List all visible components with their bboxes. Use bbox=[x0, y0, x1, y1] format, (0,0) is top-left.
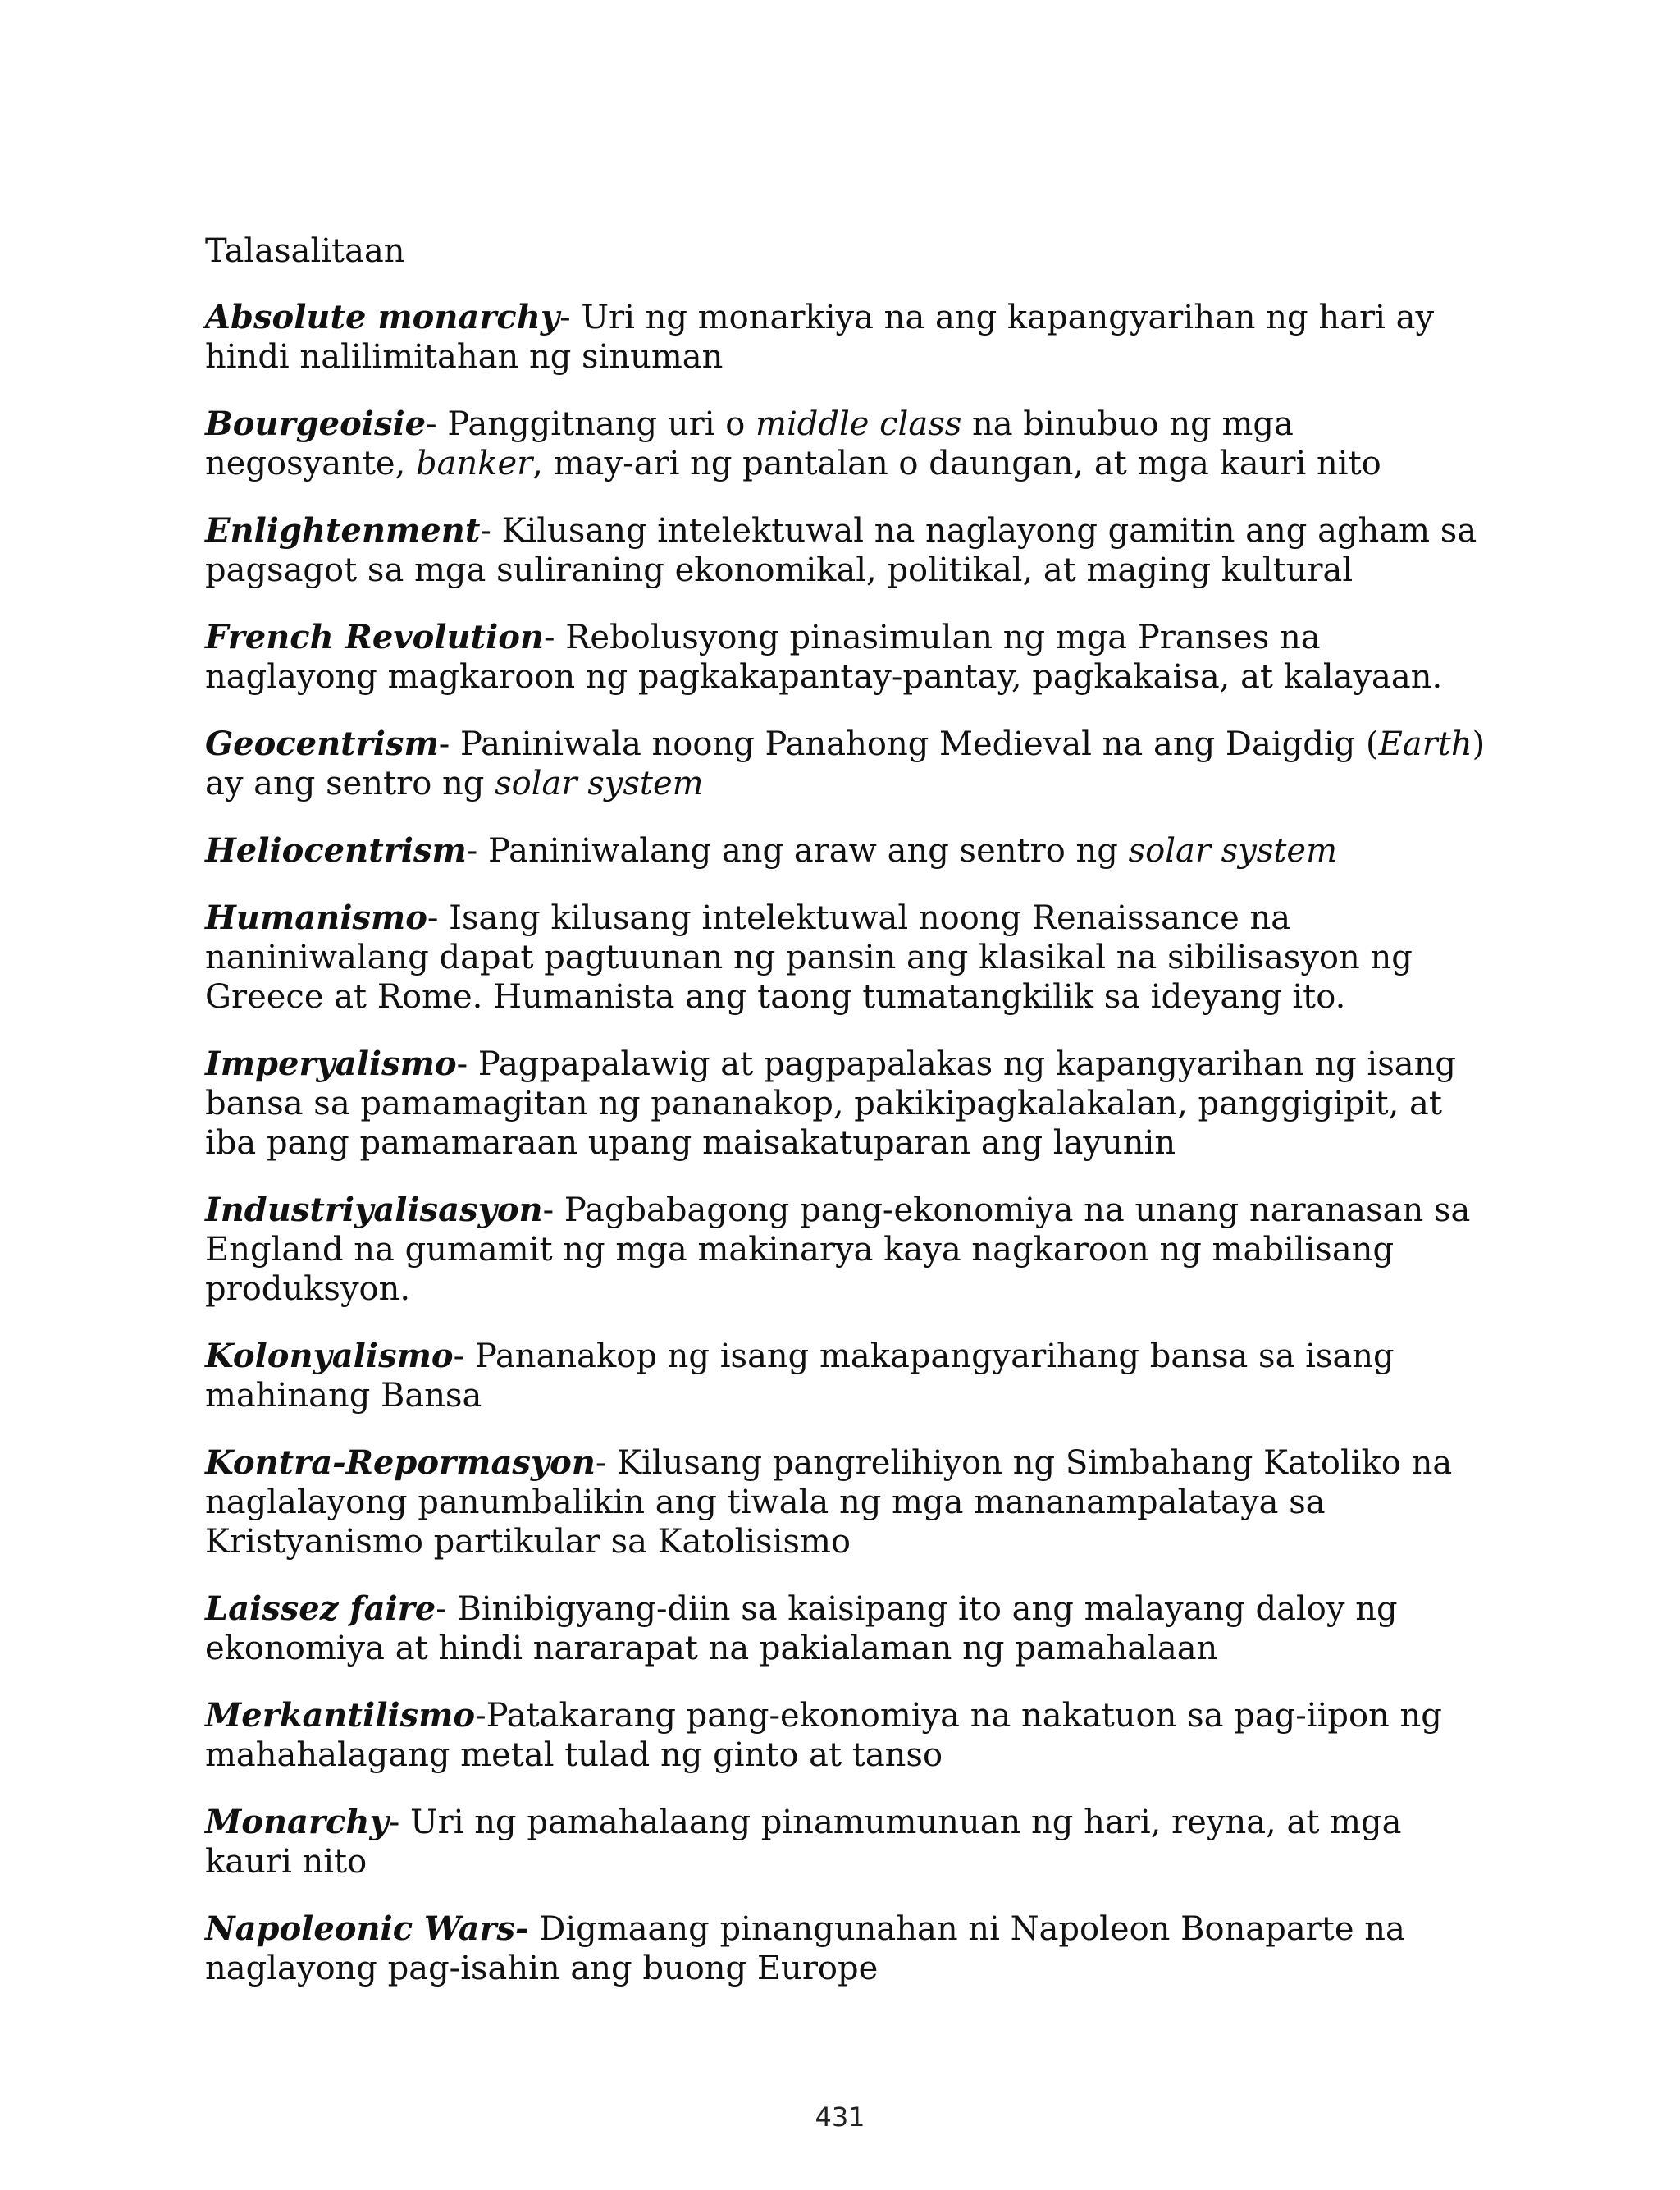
definition-segment: - Kilusang pangrelihiyon ng Simbahang Katoliko na naglalayong panumbalikin ang tiwala ng mga mananampalataya sa Kristyanismo partikular sa Katolisismo bbox=[205, 1444, 1453, 1561]
glossary-entry bbox=[205, 405, 1493, 483]
page-number: 431 bbox=[815, 2101, 865, 2133]
definition-segment: ) ay ang sentro ng bbox=[205, 725, 1486, 802]
definition-segment: - Binibigyang-diin sa kaisipang ito ang malayang daloy ng ekonomiya at hindi nararapat na pakialaman ng pamahalaan bbox=[205, 1590, 1398, 1667]
glossary-term: Bourgeoisie bbox=[205, 405, 427, 443]
glossary-entries bbox=[205, 298, 1493, 1988]
glossary-term: Industriyalisasyon bbox=[205, 1191, 543, 1229]
definition-segment: - Rebolusyong pinasimulan ng mga Pranses na naglayong magkaroon ng pagkakapantay-pantay, pagkakaisa, at kalayaan. bbox=[205, 619, 1443, 696]
glossary-entry bbox=[205, 618, 1493, 697]
glossary-term: Imperyalismo bbox=[205, 1045, 457, 1083]
definition-segment: - Paniniwalang ang araw ang sentro ng bbox=[466, 832, 1129, 870]
definition-segment: - Paniniwala noong Panahong Medieval na ang Daigdig ( bbox=[438, 725, 1379, 763]
glossary-entry bbox=[205, 1696, 1493, 1775]
definition-segment: -Patakarang pang-ekonomiya na nakatuon sa pag-iipon ng mahahalagang metal tulad ng ginto at tanso bbox=[205, 1697, 1442, 1774]
glossary-term: Humanismo bbox=[205, 898, 427, 937]
definition-italic-segment: middle class bbox=[756, 405, 962, 443]
glossary-entry bbox=[205, 1589, 1493, 1668]
definition-segment: - Panggitnang uri o bbox=[426, 405, 756, 443]
glossary-entry bbox=[205, 1803, 1493, 1881]
glossary-term: Monarchy bbox=[205, 1803, 389, 1841]
definition-segment: - Uri ng monarkiya na ang kapangyarihan ng hari ay hindi nalilimitahan ng sinuman bbox=[205, 299, 1435, 376]
definition-segment: - Pananakop ng isang makapangyarihang bansa sa isang mahinang Bansa bbox=[205, 1337, 1395, 1415]
definition-italic-segment: solar system bbox=[495, 765, 704, 802]
definition-italic-segment: banker bbox=[416, 445, 533, 482]
glossary-term: Geocentrism bbox=[205, 725, 439, 763]
glossary-entry bbox=[205, 1909, 1493, 1988]
glossary-entry bbox=[205, 1191, 1493, 1309]
glossary-term: Napoleonic Wars- bbox=[205, 1909, 529, 1948]
glossary-term: Laissez faire bbox=[205, 1589, 436, 1628]
glossary-term: Merkantilismo bbox=[205, 1696, 476, 1735]
glossary-term: French Revolution bbox=[205, 618, 544, 656]
definition-segment: , may-ari ng pantalan o daungan, at mga kauri nito bbox=[532, 445, 1381, 482]
definition-italic-segment: solar system bbox=[1128, 832, 1337, 870]
glossary-entry bbox=[205, 1337, 1493, 1415]
glossary-term: Absolute monarchy bbox=[205, 298, 560, 336]
glossary-entry bbox=[205, 298, 1493, 377]
glossary-entry bbox=[205, 831, 1493, 871]
glossary-entry bbox=[205, 1045, 1493, 1163]
glossary-entry bbox=[205, 898, 1493, 1017]
definition-segment: Digmaang pinangunahan ni Napoleon Bonaparte na naglayong pag-isahin ang buong Europe bbox=[205, 1910, 1405, 1987]
definition-segment: - Kilusang intelektuwal na naglayong gamitin ang agham sa pagsagot sa mga suliraning ekonomikal, politikal, at maging kultural bbox=[205, 512, 1477, 589]
glossary-heading: Talasalitaan bbox=[205, 232, 405, 270]
definition-segment: - Pagbabagong pang-ekonomiya na unang naranasan sa England na gumamit ng mga makinarya kaya nagkaroon ng mabilisang produksyon. bbox=[205, 1191, 1471, 1308]
glossary-entry bbox=[205, 1443, 1493, 1561]
definition-segment: - Uri ng pamahalaang pinamumunuan ng hari, reyna, at mga kauri nito bbox=[205, 1804, 1402, 1881]
glossary-entry bbox=[205, 511, 1493, 590]
glossary-term: Kontra-Repormasyon bbox=[205, 1443, 596, 1482]
glossary-definition bbox=[467, 832, 1337, 870]
glossary-term: Kolonyalismo bbox=[205, 1337, 454, 1375]
definition-segment: - Isang kilusang intelektuwal noong Renaissance na naniniwalang dapat pagtuunan ng pansin ang klasikal na sibilisasyon ng Greece at Rome. Humanista ang taong tumatangkilik sa ideyang ito. bbox=[205, 899, 1413, 1016]
glossary-term: Enlightenment bbox=[205, 511, 481, 550]
glossary bbox=[205, 231, 1493, 2016]
glossary-term: Heliocentrism bbox=[205, 831, 467, 870]
definition-italic-segment: Earth bbox=[1378, 725, 1472, 763]
definition-segment: na binubuo ng mga negosyante, bbox=[205, 405, 1294, 482]
glossary-entry bbox=[205, 725, 1493, 803]
definition-segment: - Pagpapalawig at pagpapalakas ng kapangyarihan ng isang bansa sa pamamagitan ng pananakop, pakikipagkalakalan, panggigipit, at iba pang pamamaraan upang maisakatuparan ang layunin bbox=[205, 1045, 1456, 1162]
